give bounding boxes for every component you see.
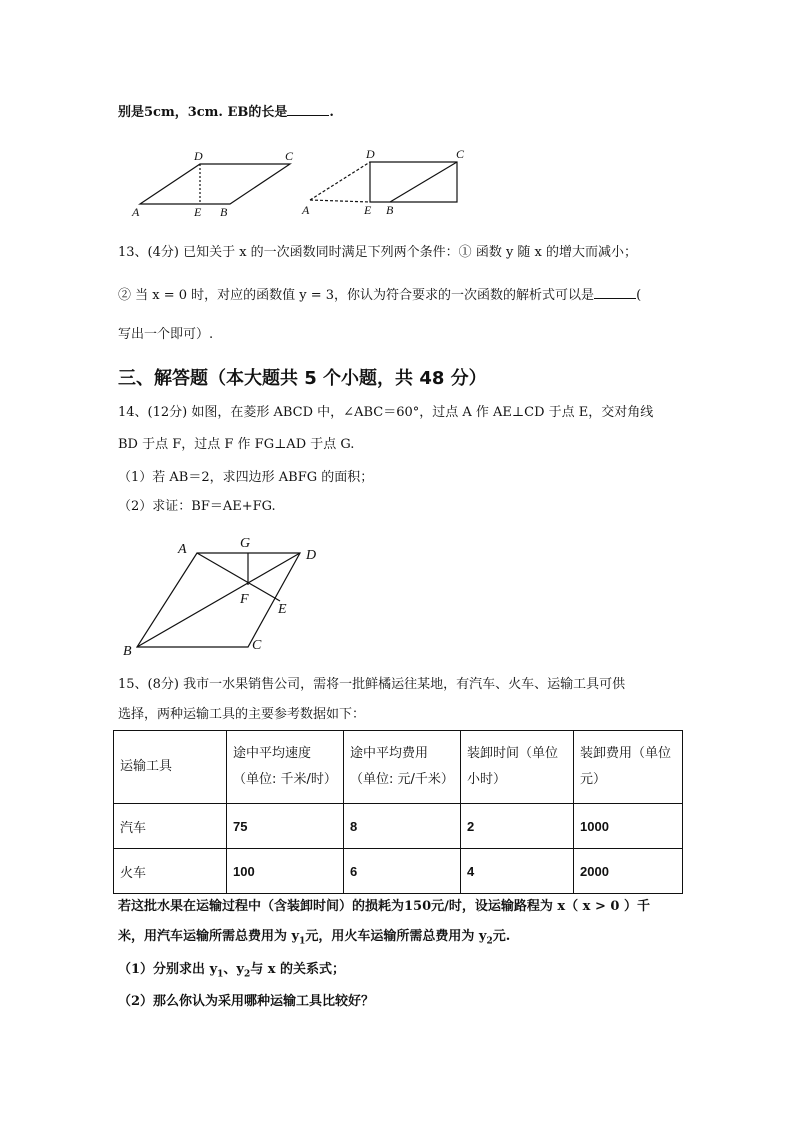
dashed-ad: [310, 162, 370, 200]
label-b: B: [123, 644, 132, 659]
label-d: D: [194, 149, 203, 163]
table-cell: 1000: [574, 804, 683, 849]
label-a: A: [132, 205, 140, 219]
q14-part1: （1）若 AB＝2，求四边形 ABFG 的面积；: [118, 470, 374, 485]
label-b: B: [220, 205, 228, 219]
q12-figure-rectangle: [300, 148, 475, 220]
table-header-cell: 装卸费用（单位 元）: [574, 731, 683, 804]
table-header-cell: 装卸时间（单位 小时）: [461, 731, 574, 804]
label-e: E: [194, 205, 202, 219]
table-cell: 2000: [574, 849, 683, 894]
table-cell: 4: [461, 849, 574, 894]
label-c: C: [285, 149, 294, 163]
q15-after1: 若这批水果在运输过程中（含装卸时间）的损耗为150元/时，设运输路程为 x（ x > 0 ）千: [118, 899, 650, 914]
table-cell: 火车: [114, 849, 227, 894]
table-cell: 汽车: [114, 804, 227, 849]
dashed-ae: [310, 200, 370, 202]
label-b: B: [386, 203, 394, 217]
table-header-cell: 运输工具: [114, 731, 227, 804]
q13-line2-text: ② 当 x = 0 时，对应的函数值 y = 3，你认为符合要求的一次函数的解析式可以是: [118, 288, 595, 303]
label-e: E: [364, 203, 372, 217]
q15-line2: 选择，两种运输工具的主要参考数据如下：: [118, 707, 366, 722]
label-d: D: [306, 548, 317, 563]
table-row: [114, 849, 683, 894]
label-c: C: [456, 147, 465, 161]
section-title: 三、解答题（本大题共 5 个小题，共 48 分）: [118, 368, 487, 389]
table-cell: 75: [227, 804, 344, 849]
table-header-cell: 途中平均费用 （单位: 元/千米）: [344, 731, 461, 804]
q15-part2: （2）那么你认为采用哪种运输工具比较好？: [118, 994, 375, 1009]
q15-part1: （1）分别求出 $y_1$、$y_2$与 x 的关系式；: [118, 962, 346, 980]
parallelogram-abcd: [140, 164, 290, 204]
answer-blank: [594, 286, 636, 299]
q12-tail-text: 别是5cm，3cm. EB的长是: [118, 105, 288, 120]
q13-line3: 写出一个即可）.: [118, 327, 214, 342]
label-e: E: [278, 602, 287, 617]
transport-table: [113, 730, 683, 894]
table-cell: 8: [344, 804, 461, 849]
q15-after2: 米，用汽车运输所需总费用为 $y_1$元，用火车运输所需总费用为 $y_2$元.: [118, 929, 511, 947]
q13-line2-end: (: [636, 288, 642, 303]
label-f: F: [240, 592, 249, 607]
q15-line1: 15、(8分) 我市一水果销售公司，需将一批鲜橘运往某地，有汽车、火车、运输工具可供: [118, 677, 626, 692]
q14-part2: （2）求证：BF＝AE+FG.: [118, 499, 276, 514]
q14-line1: 14、(12分) 如图，在菱形 ABCD 中，∠ABC＝60°，过点 A 作 AE⊥CD 于点 E，交对角线: [118, 405, 654, 420]
q12-tail-line: [118, 103, 334, 122]
table-cell: 100: [227, 849, 344, 894]
q13-line2: [118, 286, 641, 305]
table-row: [114, 804, 683, 849]
rectangle-ebcd: [370, 162, 457, 202]
q14-figure-rhombus: [120, 535, 335, 660]
label-c: C: [252, 638, 262, 653]
q12-end: .: [329, 105, 334, 120]
label-g: G: [240, 536, 251, 551]
q14-line2: BD 于点 F，过点 F 作 FG⊥AD 于点 G.: [118, 437, 355, 452]
diagonal-bd: [137, 553, 300, 647]
table-header-cell: 途中平均速度 （单位: 千米/时）: [227, 731, 344, 804]
segment-ae: [197, 553, 280, 601]
label-d: D: [366, 147, 375, 161]
table-cell: 2: [461, 804, 574, 849]
table-header-row: [114, 731, 683, 804]
q12-figure-parallelogram: [130, 148, 300, 218]
label-a: A: [178, 542, 187, 557]
q13-line1: 13、(4分) 已知关于 x 的一次函数同时满足下列两个条件：① 函数 y 随 x 的增大而减小；: [118, 245, 638, 260]
table-cell: 6: [344, 849, 461, 894]
answer-blank: [287, 103, 329, 116]
label-a: A: [302, 203, 310, 217]
diagonal-bc: [390, 162, 457, 202]
